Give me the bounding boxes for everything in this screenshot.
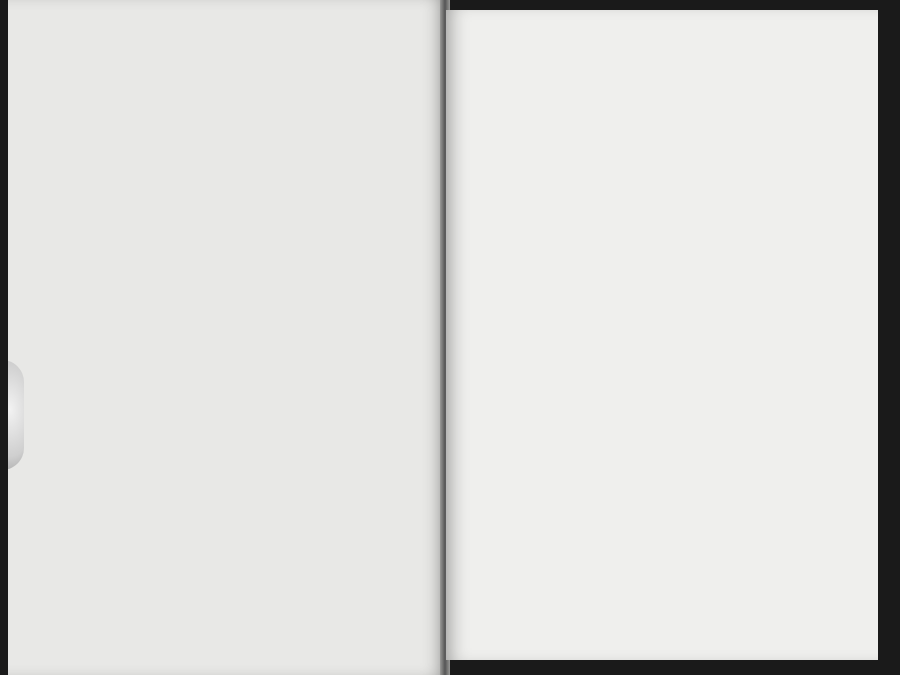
left-sections <box>38 51 436 62</box>
left-page <box>8 0 446 675</box>
continued-list <box>468 62 863 68</box>
left-page-content <box>38 41 436 62</box>
page-title <box>38 41 436 52</box>
right-page <box>446 10 878 660</box>
right-page-content <box>468 62 863 68</box>
right-sections <box>468 62 863 68</box>
thumb-photo <box>8 360 24 470</box>
intro-paragraph <box>80 49 436 59</box>
